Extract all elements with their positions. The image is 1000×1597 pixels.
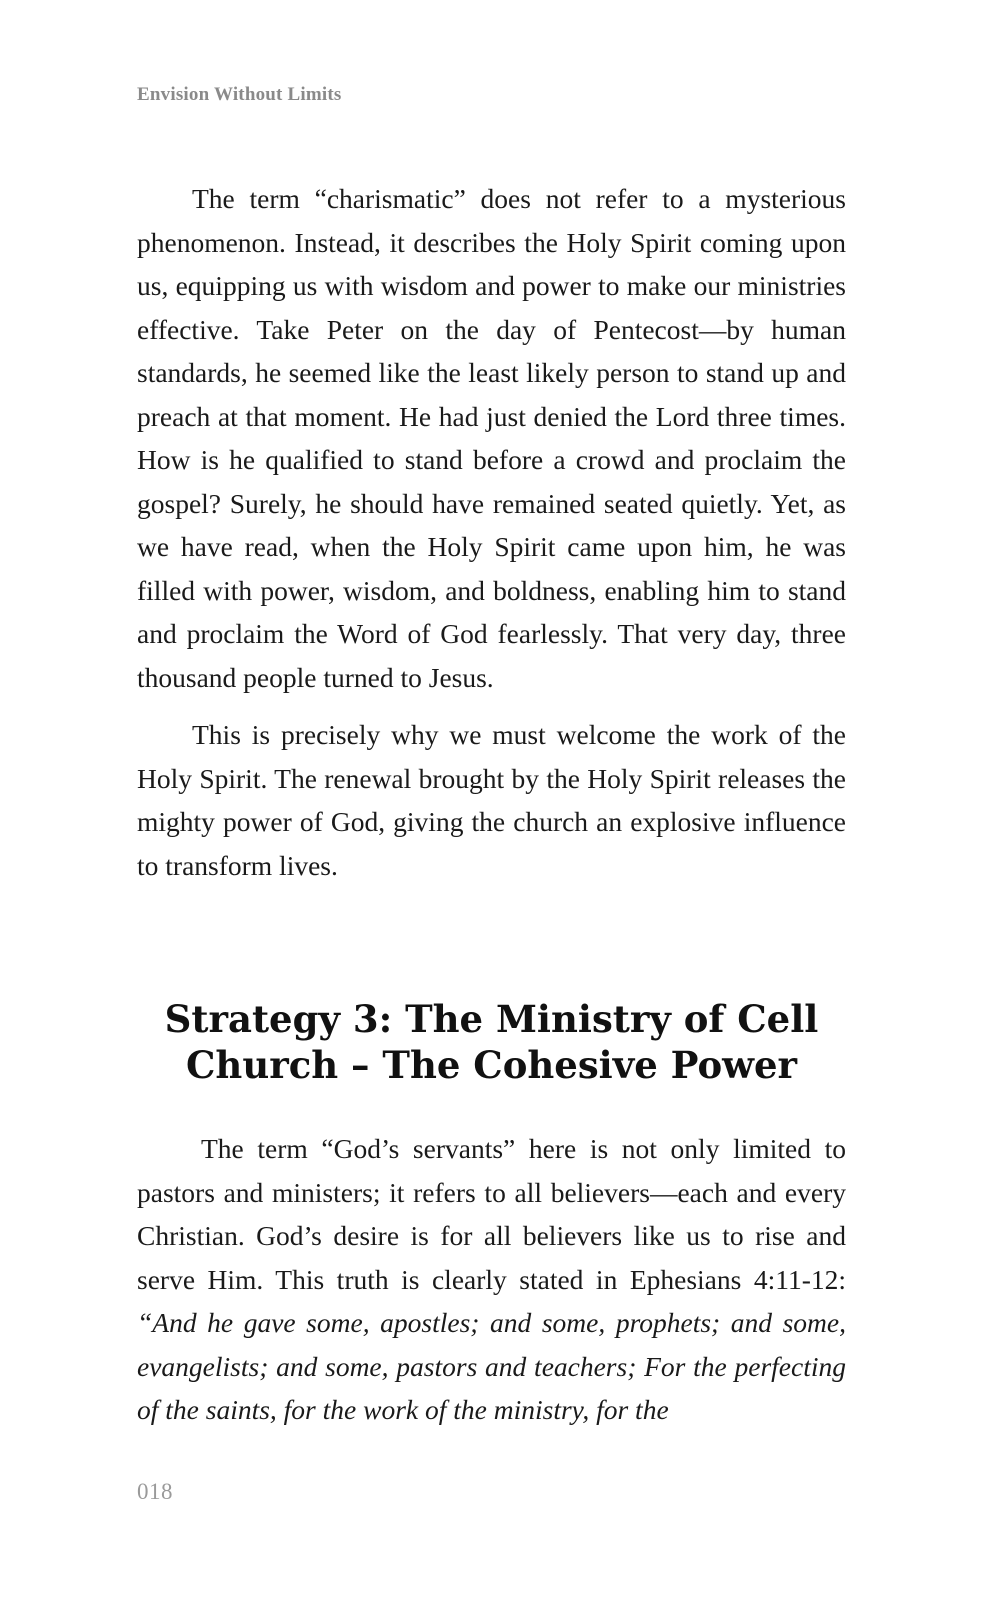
body-text-top — [137, 177, 846, 887]
paragraph-holy-spirit: This is precisely why we must welcome the work of the Holy Spirit. The renewal brought by the Holy Spirit releases the mighty power of God, giving the church an explosive influence to transform lives. — [137, 719, 846, 881]
paragraph-gods-servants-text: The term “God’s servants” here is not only limited to pastors and ministers; it refers to all believers—each and every Christian. God’s desire is for all believers like us to rise and serve Him. This truth is clearly stated in Ephesians 4:11-12: — [137, 1133, 846, 1295]
paragraph-gods-servants — [137, 1127, 846, 1432]
section-heading-line-1: Strategy 3: The Ministry of Cell — [164, 997, 819, 1041]
body-text-bottom — [137, 1127, 846, 1432]
paragraph-charismatic: The term “charismatic” does not refer to a mysterious phenomenon. Instead, it describes the Holy Spirit coming upon us, equipping us with wisdom and power to make our ministries effective. Take Peter on the day of Pentecost—by human standards, he seemed like the least likely person to stand up and preach at that moment. He had just denied the Lord three times. How is he qualified to stand before a crowd and proclaim the gospel? Surely, he should have remained seated quietly. Yet, as we have read, when the Holy Spirit came upon him, he was filled with power, wisdom, and boldness, enabling him to stand and proclaim the Word of God fearlessly. That very day, three thousand people turned to Jesus. — [137, 183, 846, 693]
section-heading-line-2: Church – The Cohesive Power — [185, 1043, 798, 1087]
ephesians-quote: “And he gave some, apostles; and some, prophets; and some, evangelists; and some, pastors and teachers; For the perfecting of the saints, for the work of the ministry, for the — [137, 1307, 846, 1425]
page-number: 018 — [137, 1479, 173, 1504]
running-head: Envision Without Limits — [137, 84, 342, 105]
section-heading — [137, 996, 846, 1088]
